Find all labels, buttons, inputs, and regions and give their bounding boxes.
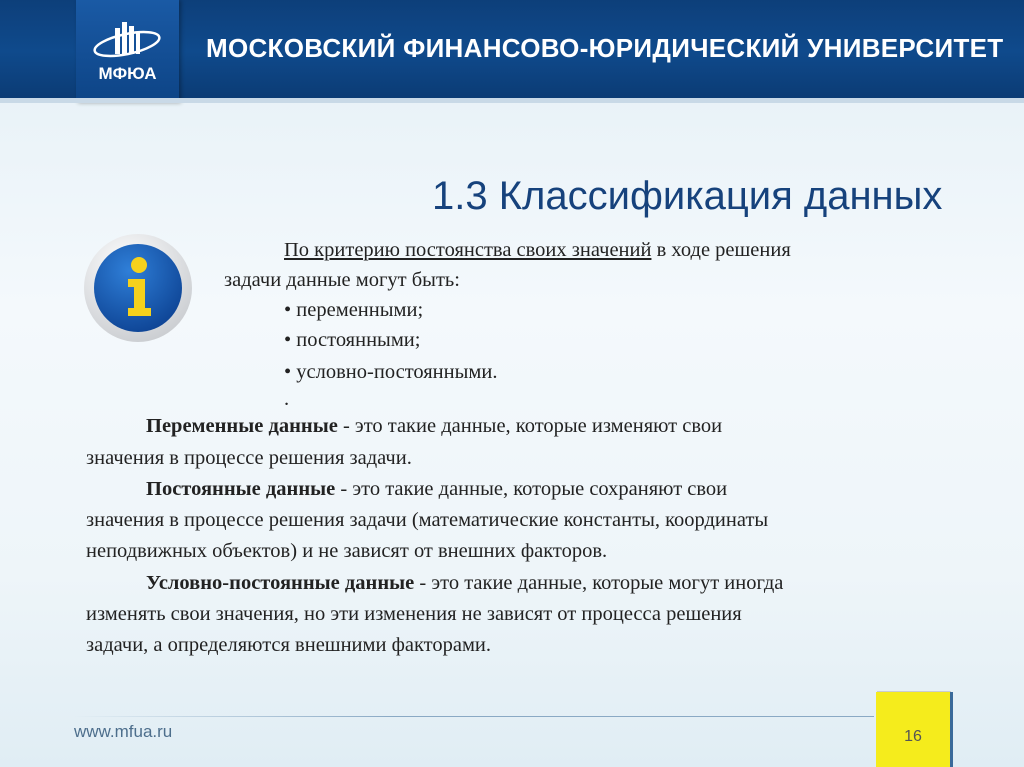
logo-text: МФЮА xyxy=(98,64,157,83)
intro-underlined: По критерию постоянства своих значений xyxy=(284,239,652,261)
footer-divider xyxy=(74,716,874,717)
university-logo[interactable] xyxy=(76,0,179,103)
slide-title: 1.3 Классификация данных xyxy=(432,174,943,218)
intro-rest: в ходе решения xyxy=(651,239,791,261)
definition-text: значения в процессе решения задачи (математические константы, координаты xyxy=(86,509,769,531)
university-name: МОСКОВСКИЙ ФИНАНСОВО-ЮРИДИЧЕСКИЙ УНИВЕРСИТЕТ xyxy=(206,33,1004,63)
definition-text: - это такие данные, которые сохраняют свои xyxy=(335,478,728,500)
footer-url[interactable]: www.mfua.ru xyxy=(74,722,173,741)
definition-text: - это такие данные, которые изменяют свои xyxy=(337,415,723,437)
stray-dot: . xyxy=(284,388,290,410)
list-item: • постоянными; xyxy=(284,329,421,351)
page-number: 16 xyxy=(904,728,922,745)
list-item: • условно-постоянными. xyxy=(284,361,498,383)
building-emblem-icon xyxy=(91,18,163,64)
definition-variable xyxy=(146,411,722,441)
definition-text: изменять свои значения, но эти изменения не зависят от процесса решения xyxy=(86,603,742,625)
definition-conditional xyxy=(146,568,783,598)
definition-term: Переменные данные xyxy=(146,415,338,437)
definition-term: Постоянные данные xyxy=(146,478,336,500)
definition-term: Условно-постоянные данные xyxy=(146,572,415,594)
definition-text: значения в процессе решения задачи. xyxy=(86,447,412,469)
header-bar xyxy=(0,0,1024,103)
intro-line-2: задачи данные могут быть: xyxy=(224,269,460,291)
page-number-box xyxy=(876,692,950,767)
definition-text: - это такие данные, которые могут иногда xyxy=(414,572,784,594)
header-divider xyxy=(0,98,1024,103)
definition-constant xyxy=(146,474,727,504)
definition-text: неподвижных объектов) и не зависят от внешних факторов. xyxy=(86,540,608,562)
definition-text: задачи, а определяются внешними факторами. xyxy=(86,634,492,656)
intro-line-1 xyxy=(284,235,791,265)
list-item: • переменными; xyxy=(284,299,424,321)
info-icon xyxy=(82,232,194,344)
